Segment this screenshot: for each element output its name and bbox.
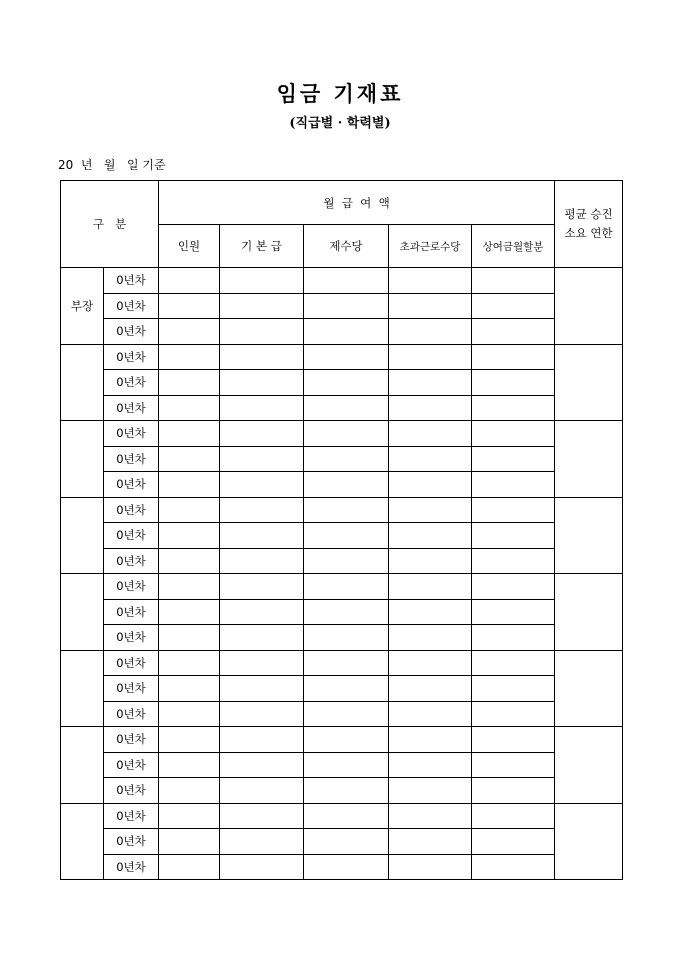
year-label: 0년차 <box>104 344 159 370</box>
data-cell[interactable] <box>220 829 304 855</box>
data-cell[interactable] <box>159 548 220 574</box>
data-cell[interactable] <box>389 854 472 880</box>
data-cell[interactable] <box>159 395 220 421</box>
data-cell[interactable] <box>220 472 304 498</box>
year-label: 0년차 <box>104 268 159 294</box>
year-label: 0년차 <box>104 446 159 472</box>
group-label <box>61 650 104 727</box>
data-cell[interactable] <box>159 803 220 829</box>
data-cell[interactable] <box>304 344 389 370</box>
data-cell[interactable] <box>472 497 555 523</box>
data-cell[interactable] <box>159 344 220 370</box>
data-cell[interactable] <box>472 625 555 651</box>
year-label: 0년차 <box>104 293 159 319</box>
year-label: 0년차 <box>104 395 159 421</box>
year-label: 0년차 <box>104 497 159 523</box>
data-cell[interactable] <box>472 727 555 753</box>
data-cell[interactable] <box>220 497 304 523</box>
data-cell[interactable] <box>389 574 472 600</box>
year-label: 0년차 <box>104 676 159 702</box>
data-cell[interactable] <box>220 421 304 447</box>
data-cell[interactable] <box>220 268 304 294</box>
data-cell[interactable] <box>304 446 389 472</box>
year-label: 0년차 <box>104 650 159 676</box>
data-cell[interactable] <box>389 625 472 651</box>
data-cell[interactable] <box>159 854 220 880</box>
data-cell[interactable] <box>304 676 389 702</box>
data-cell[interactable] <box>220 727 304 753</box>
data-cell[interactable] <box>472 421 555 447</box>
data-cell[interactable] <box>159 752 220 778</box>
data-cell[interactable] <box>159 701 220 727</box>
data-cell[interactable] <box>389 676 472 702</box>
promotion-cell[interactable] <box>555 497 623 574</box>
data-cell[interactable] <box>304 497 389 523</box>
year-label: 0년차 <box>104 421 159 447</box>
table-row <box>61 727 623 753</box>
table-row <box>61 395 623 421</box>
group-label <box>61 727 104 804</box>
data-cell[interactable] <box>304 395 389 421</box>
data-cell[interactable] <box>159 446 220 472</box>
data-cell[interactable] <box>389 650 472 676</box>
data-cell[interactable] <box>304 472 389 498</box>
promotion-period-header <box>555 181 623 268</box>
data-cell[interactable] <box>159 319 220 345</box>
table-row <box>61 599 623 625</box>
table-row <box>61 319 623 345</box>
table-row <box>61 752 623 778</box>
data-cell[interactable] <box>220 370 304 396</box>
table-row <box>61 523 623 549</box>
year-label: 0년차 <box>104 523 159 549</box>
document-title: 임금 기재표 <box>276 81 404 106</box>
year-label: 0년차 <box>104 854 159 880</box>
data-cell[interactable] <box>389 548 472 574</box>
data-cell[interactable] <box>472 319 555 345</box>
data-cell[interactable] <box>159 472 220 498</box>
data-cell[interactable] <box>159 370 220 396</box>
data-cell[interactable] <box>220 625 304 651</box>
data-cell[interactable] <box>389 293 472 319</box>
data-cell[interactable] <box>220 650 304 676</box>
data-cell[interactable] <box>304 625 389 651</box>
year-label: 0년차 <box>104 574 159 600</box>
group-label <box>61 574 104 651</box>
table-row <box>61 370 623 396</box>
promotion-cell[interactable] <box>555 727 623 804</box>
table-row <box>61 472 623 498</box>
data-cell[interactable] <box>304 778 389 804</box>
promotion-cell[interactable] <box>555 268 623 345</box>
data-cell[interactable] <box>159 421 220 447</box>
group-label <box>61 421 104 498</box>
table-row <box>61 676 623 702</box>
year-label: 0년차 <box>104 472 159 498</box>
data-cell[interactable] <box>220 803 304 829</box>
data-cell[interactable] <box>389 319 472 345</box>
promotion-period-line2: 소요 연한 <box>564 226 613 240</box>
column-header: 상여금월할분 <box>472 225 555 268</box>
data-cell[interactable] <box>389 803 472 829</box>
data-cell[interactable] <box>472 676 555 702</box>
data-cell[interactable] <box>304 854 389 880</box>
data-cell[interactable] <box>220 523 304 549</box>
year-label: 0년차 <box>104 701 159 727</box>
data-cell[interactable] <box>220 548 304 574</box>
data-cell[interactable] <box>472 803 555 829</box>
reference-date-line: 20 년 월 일 기준 <box>58 158 166 172</box>
data-cell[interactable] <box>472 523 555 549</box>
data-cell[interactable] <box>472 548 555 574</box>
data-cell[interactable] <box>472 472 555 498</box>
year-label: 0년차 <box>104 625 159 651</box>
data-cell[interactable] <box>159 574 220 600</box>
year-label: 0년차 <box>104 778 159 804</box>
data-cell[interactable] <box>389 701 472 727</box>
table-row <box>61 421 623 447</box>
table-row <box>61 293 623 319</box>
data-cell[interactable] <box>472 395 555 421</box>
data-cell[interactable] <box>304 829 389 855</box>
data-cell[interactable] <box>472 370 555 396</box>
table-row <box>61 446 623 472</box>
promotion-cell[interactable] <box>555 803 623 880</box>
data-cell[interactable] <box>304 752 389 778</box>
data-cell[interactable] <box>304 293 389 319</box>
table-row <box>61 625 623 651</box>
table-row <box>61 803 623 829</box>
data-cell[interactable] <box>304 803 389 829</box>
data-cell[interactable] <box>220 599 304 625</box>
column-header: 제수당 <box>304 225 389 268</box>
table-row <box>61 701 623 727</box>
year-label: 0년차 <box>104 752 159 778</box>
data-cell[interactable] <box>472 268 555 294</box>
data-cell[interactable] <box>389 599 472 625</box>
table-row <box>61 497 623 523</box>
promotion-cell[interactable] <box>555 421 623 498</box>
data-cell[interactable] <box>304 319 389 345</box>
column-header: 인원 <box>159 225 220 268</box>
group-label: 부장 <box>61 268 104 345</box>
data-cell[interactable] <box>304 599 389 625</box>
wage-table <box>60 180 623 880</box>
data-cell[interactable] <box>389 752 472 778</box>
year-label: 0년차 <box>104 599 159 625</box>
data-cell[interactable] <box>472 701 555 727</box>
data-cell[interactable] <box>220 574 304 600</box>
data-cell[interactable] <box>472 752 555 778</box>
data-cell[interactable] <box>389 344 472 370</box>
data-cell[interactable] <box>159 676 220 702</box>
data-cell[interactable] <box>389 778 472 804</box>
data-cell[interactable] <box>472 574 555 600</box>
data-cell[interactable] <box>472 293 555 319</box>
data-cell[interactable] <box>220 344 304 370</box>
column-header: 기 본 급 <box>220 225 304 268</box>
table-row <box>61 778 623 804</box>
monthly-pay-header: 월 급 여 액 <box>159 181 555 225</box>
group-label <box>61 344 104 421</box>
data-cell[interactable] <box>304 268 389 294</box>
data-cell[interactable] <box>304 574 389 600</box>
data-cell[interactable] <box>220 446 304 472</box>
data-cell[interactable] <box>159 829 220 855</box>
data-cell[interactable] <box>304 548 389 574</box>
data-cell[interactable] <box>304 370 389 396</box>
data-cell[interactable] <box>220 293 304 319</box>
data-cell[interactable] <box>159 650 220 676</box>
data-cell[interactable] <box>389 395 472 421</box>
table-row <box>61 829 623 855</box>
year-label: 0년차 <box>104 548 159 574</box>
data-cell[interactable] <box>389 472 472 498</box>
data-cell[interactable] <box>472 650 555 676</box>
data-cell[interactable] <box>389 370 472 396</box>
column-header: 초과근로수당 <box>389 225 472 268</box>
data-cell[interactable] <box>159 625 220 651</box>
promotion-period-line1: 평균 승진 <box>564 207 613 221</box>
data-cell[interactable] <box>472 344 555 370</box>
data-cell[interactable] <box>389 497 472 523</box>
year-label: 0년차 <box>104 370 159 396</box>
data-cell[interactable] <box>220 778 304 804</box>
data-cell[interactable] <box>389 446 472 472</box>
data-cell[interactable] <box>304 727 389 753</box>
promotion-cell[interactable] <box>555 650 623 727</box>
table-row <box>61 268 623 294</box>
document-subtitle: (직급별 · 학력별) <box>289 116 391 131</box>
data-cell[interactable] <box>304 421 389 447</box>
table-row <box>61 854 623 880</box>
data-cell[interactable] <box>472 854 555 880</box>
data-cell[interactable] <box>159 293 220 319</box>
data-cell[interactable] <box>159 778 220 804</box>
data-cell[interactable] <box>389 523 472 549</box>
data-cell[interactable] <box>389 421 472 447</box>
data-cell[interactable] <box>220 395 304 421</box>
data-cell[interactable] <box>304 701 389 727</box>
data-cell[interactable] <box>159 497 220 523</box>
data-cell[interactable] <box>220 752 304 778</box>
data-cell[interactable] <box>389 727 472 753</box>
data-cell[interactable] <box>159 523 220 549</box>
table-row <box>61 574 623 600</box>
table-row <box>61 548 623 574</box>
promotion-cell[interactable] <box>555 344 623 421</box>
data-cell[interactable] <box>389 268 472 294</box>
data-cell[interactable] <box>220 319 304 345</box>
year-label: 0년차 <box>104 319 159 345</box>
data-cell[interactable] <box>472 599 555 625</box>
data-cell[interactable] <box>472 778 555 804</box>
data-cell[interactable] <box>159 268 220 294</box>
data-cell[interactable] <box>472 829 555 855</box>
data-cell[interactable] <box>304 650 389 676</box>
data-cell[interactable] <box>389 829 472 855</box>
promotion-cell[interactable] <box>555 574 623 651</box>
table-row <box>61 344 623 370</box>
data-cell[interactable] <box>304 523 389 549</box>
category-header: 구 분 <box>61 181 159 268</box>
data-cell[interactable] <box>159 727 220 753</box>
group-label <box>61 497 104 574</box>
data-cell[interactable] <box>220 701 304 727</box>
data-cell[interactable] <box>220 854 304 880</box>
data-cell[interactable] <box>220 676 304 702</box>
year-label: 0년차 <box>104 727 159 753</box>
data-cell[interactable] <box>159 599 220 625</box>
year-label: 0년차 <box>104 829 159 855</box>
data-cell[interactable] <box>472 446 555 472</box>
year-label: 0년차 <box>104 803 159 829</box>
table-row <box>61 650 623 676</box>
group-label <box>61 803 104 880</box>
